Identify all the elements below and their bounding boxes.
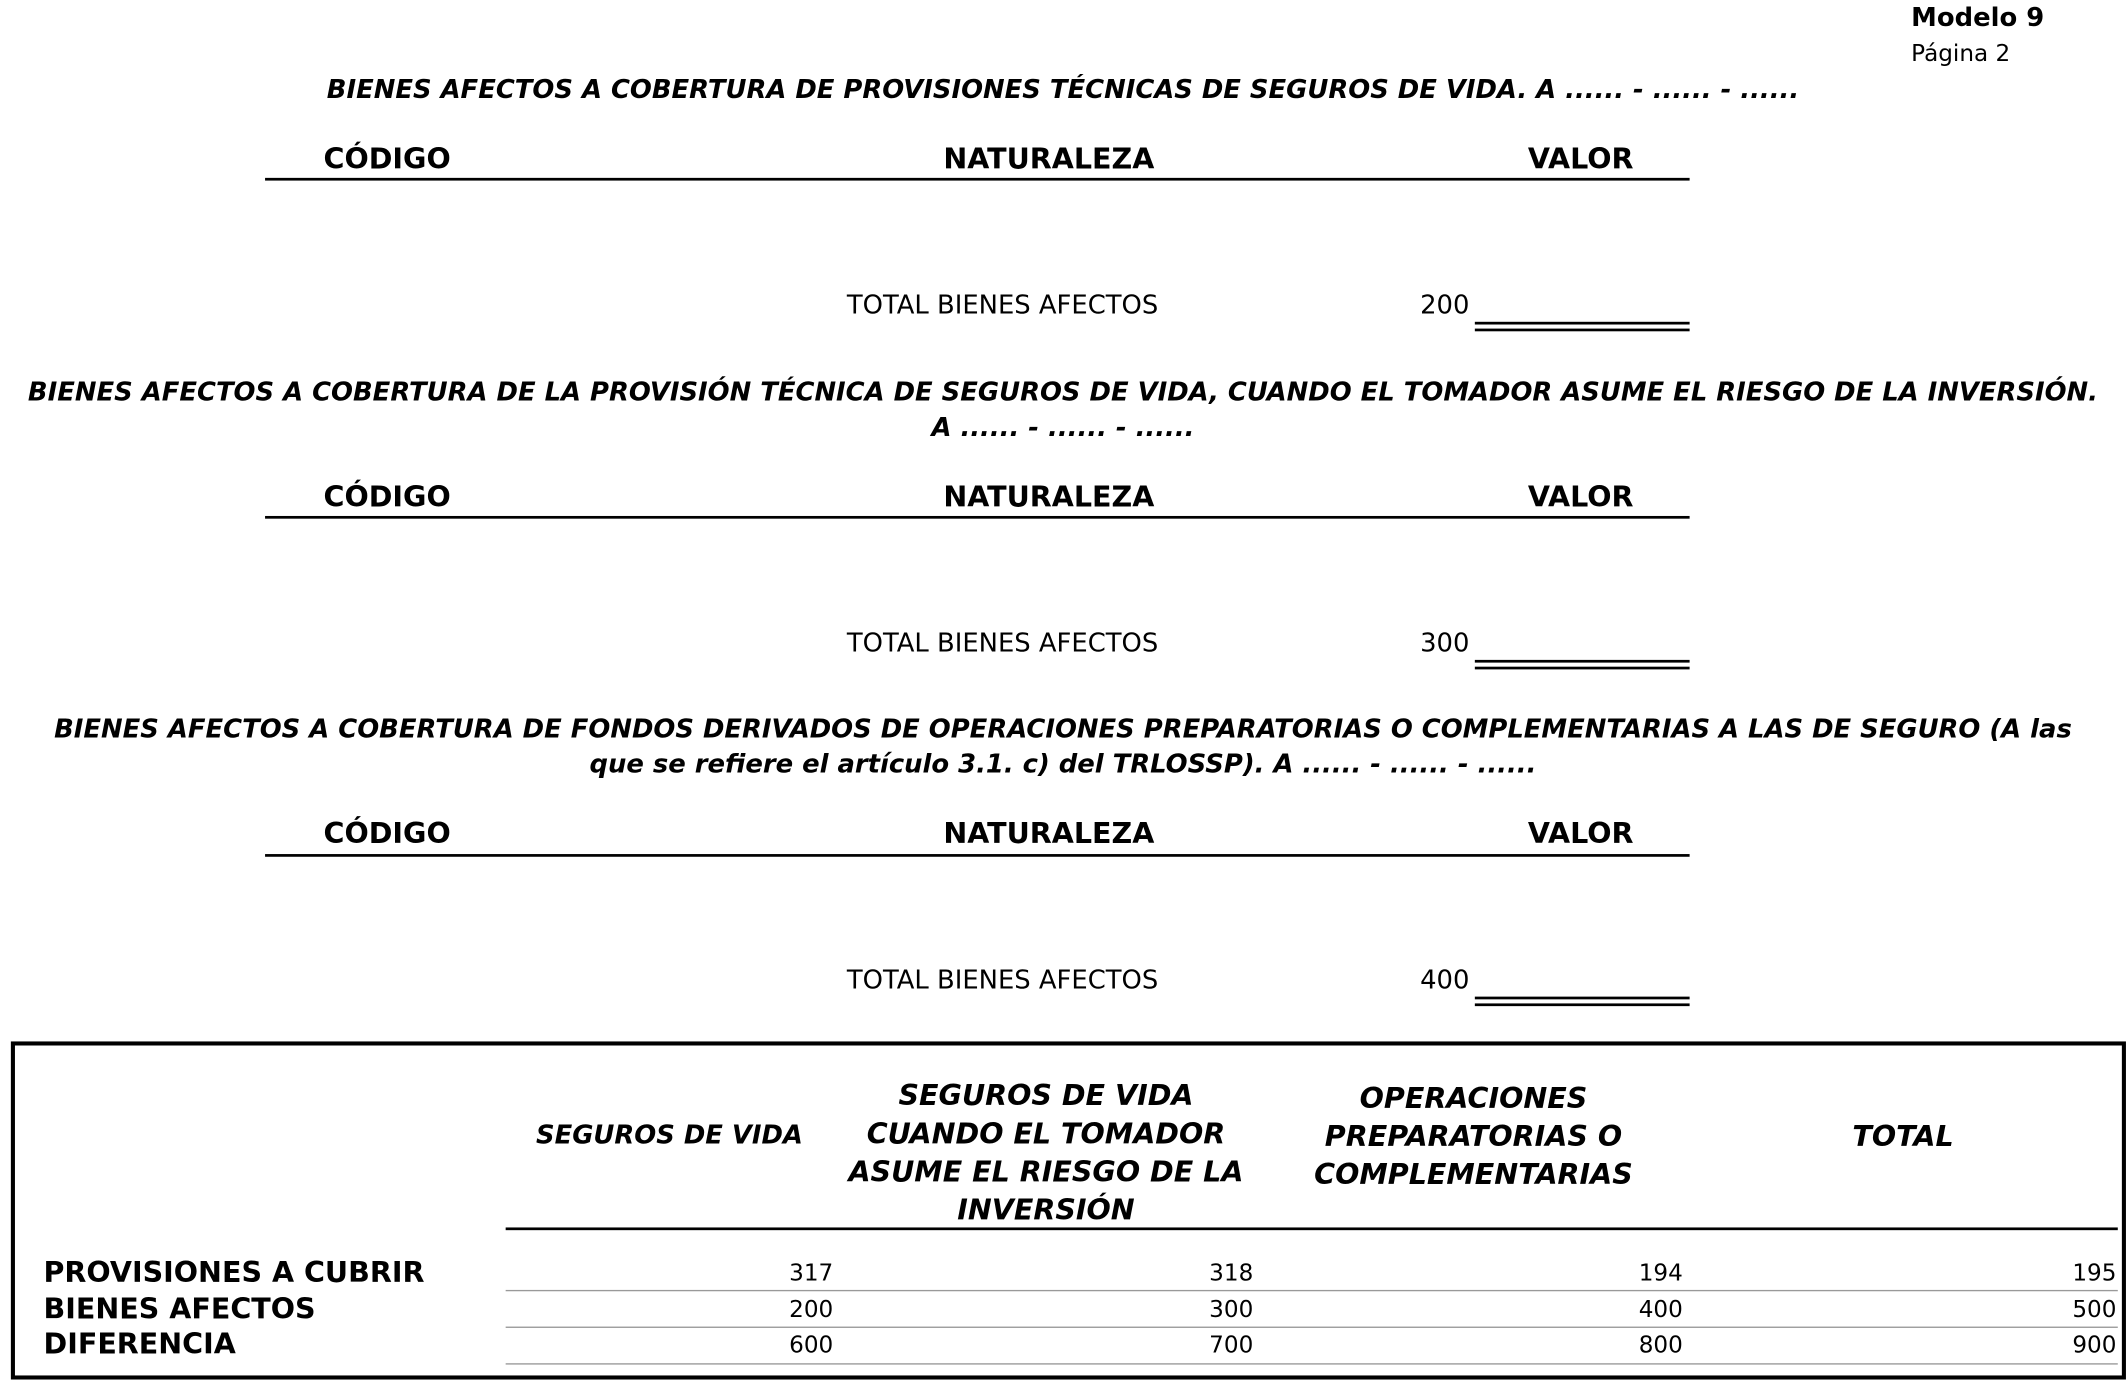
summary-cell: 318 (1209, 1260, 1254, 1288)
section-2-col-naturaleza: NATURALEZA (943, 480, 1155, 514)
summary-row-label-diferencia: DIFERENCIA (43, 1327, 236, 1361)
summary-cell: 600 (789, 1332, 834, 1360)
summary-cell: 300 (1209, 1296, 1254, 1324)
summary-col-total: TOTAL (1852, 1120, 1954, 1153)
section-3-total-code: 400 (1420, 965, 1470, 996)
section-1-total-label: TOTAL BIENES AFECTOS (846, 290, 1159, 321)
page-number: Página 2 (1911, 40, 2011, 68)
summary-col-seguros-vida-tomador: SEGUROS DE VIDA CUANDO EL TOMADOR ASUME EL RIESGO DE LA INVERSIÓN (848, 1079, 1244, 1227)
section-1-header-rule (265, 178, 1690, 181)
summary-header-rule (506, 1227, 2118, 1230)
summary-cell: 900 (2072, 1332, 2117, 1360)
summary-cell: 500 (2072, 1296, 2117, 1324)
section-1-col-codigo: CÓDIGO (323, 142, 451, 176)
section-1-total-underline (1475, 322, 1690, 332)
section-1-col-valor: VALOR (1527, 142, 1634, 176)
section-3-header-rule (265, 854, 1690, 857)
section-2-total-label: TOTAL BIENES AFECTOS (846, 628, 1159, 659)
section-2-col-valor: VALOR (1527, 480, 1634, 514)
summary-cell: 400 (1638, 1296, 1683, 1324)
section-3-total-label: TOTAL BIENES AFECTOS (846, 965, 1159, 996)
summary-row-label-provisiones: PROVISIONES A CUBRIR (43, 1255, 425, 1289)
section-2-title: BIENES AFECTOS A COBERTURA DE LA PROVISIÓN TÉCNICA DE SEGUROS DE VIDA, CUANDO EL TOMADOR ASUME EL RIESGO DE LA INVERSIÓN. A ...... - ...... - ...... (27, 377, 2098, 443)
section-3-col-codigo: CÓDIGO (323, 817, 451, 850)
summary-cell: 200 (789, 1296, 834, 1324)
summary-row-divider (506, 1290, 2118, 1291)
section-3-total-underline (1475, 997, 1690, 1007)
section-3-col-naturaleza: NATURALEZA (943, 817, 1155, 850)
section-1-col-naturaleza: NATURALEZA (943, 142, 1155, 176)
section-2-total-underline (1475, 660, 1690, 670)
summary-cell: 800 (1638, 1332, 1683, 1360)
summary-cell: 317 (789, 1260, 834, 1288)
section-3-col-valor: VALOR (1527, 817, 1634, 850)
summary-cell: 195 (2072, 1260, 2117, 1288)
summary-row-divider (506, 1327, 2118, 1328)
section-1-title: BIENES AFECTOS A COBERTURA DE PROVISIONES TÉCNICAS DE SEGUROS DE VIDA. A ...... - ...... - ...... (326, 74, 1800, 105)
summary-cell: 700 (1209, 1332, 1254, 1360)
section-1-total-code: 200 (1420, 290, 1470, 321)
summary-col-operaciones: OPERACIONES PREPARATORIAS O COMPLEMENTARIAS (1314, 1082, 1633, 1191)
summary-row-divider (506, 1363, 2118, 1364)
section-2-col-codigo: CÓDIGO (323, 480, 451, 514)
modelo-label: Modelo 9 (1911, 2, 2045, 33)
summary-col-seguros-vida: SEGUROS DE VIDA (535, 1120, 803, 1151)
summary-row-label-bienes: BIENES AFECTOS (43, 1292, 316, 1326)
section-2-header-rule (265, 516, 1690, 519)
section-3-title: BIENES AFECTOS A COBERTURA DE FONDOS DERIVADOS DE OPERACIONES PREPARATORIAS O COMPLEMENTARIAS A LAS DE SEGURO (A las que se refiere el artículo 3.1. c) del TRLOSSP). A ...... - ...... - ...... (54, 714, 2072, 780)
summary-cell: 194 (1638, 1260, 1683, 1288)
section-2-total-code: 300 (1420, 628, 1470, 659)
